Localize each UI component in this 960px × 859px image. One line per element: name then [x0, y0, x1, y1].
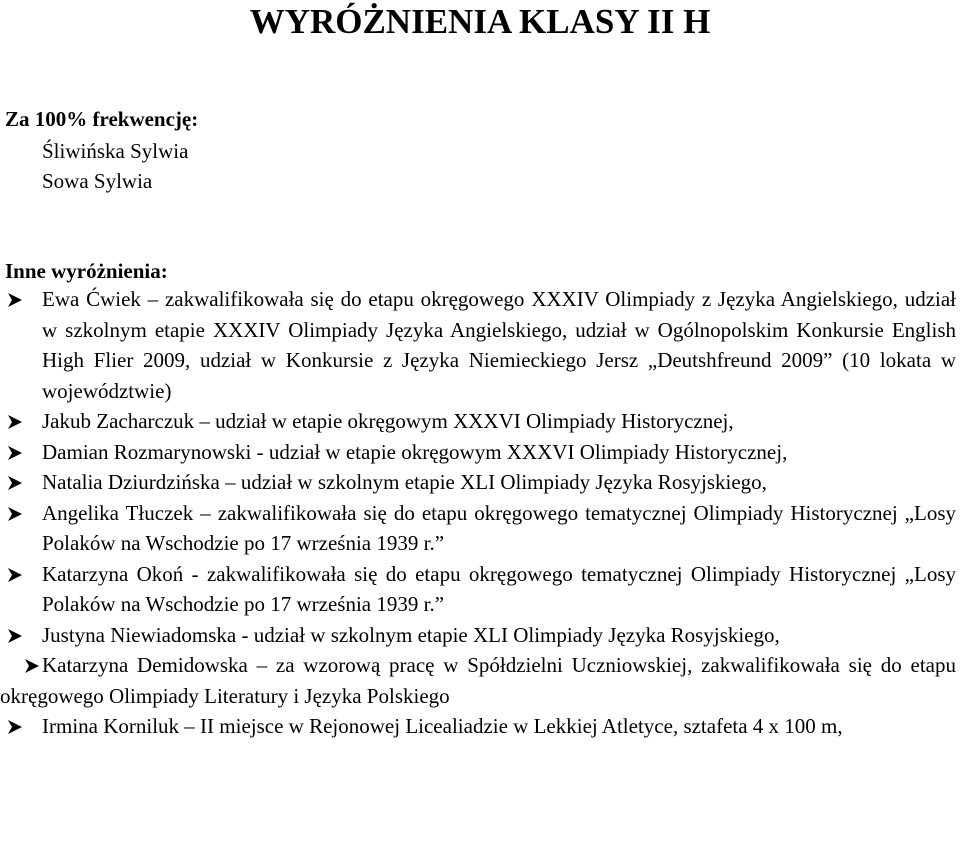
attendance-name: Śliwińska Sylwia [42, 139, 189, 163]
attendance-name: Sowa Sylwia [42, 169, 153, 193]
list-item [0, 406, 958, 437]
list-item-text: Natalia Dziurdzińska – udział w szkolnym etapie XLI Olimpiady Języka Rosyjskiego, [42, 470, 767, 494]
list-item [0, 498, 958, 559]
list-item-text: Damian Rozmarynowski - udział w etapie okręgowym XXXVI Olimpiady Historycznej, [42, 439, 788, 464]
attendance-heading: Za 100% frekwencję: [5, 107, 199, 131]
list-item-text: Irmina Korniluk – II miejsce w Rejonowej Licealiadzie w Lekkiej Atletyce, sztafeta 4 x 100 m, [42, 714, 843, 738]
list-item-text: Angelika Tłuczek – zakwalifikowała się do etapu okręgowego tematycznej Olimpiady Historycznej „Losy Polaków na Wschodzie po 17 września 1939 r.” [42, 500, 956, 555]
awards-list [0, 284, 958, 742]
arrowhead-bullet-icon [7, 506, 23, 522]
other-heading: Inne wyróżnienia: [5, 259, 168, 283]
list-item [0, 711, 958, 742]
list-item-text: Ewa Ćwiek – zakwalifikowała się do etapu okręgowego XXXIV Olimpiady z Języka Angielskiego, udział w szkolnym etapie XXXIV Olimpiady Języka Angielskiego, udział w Ogólnopolskim Konkursie English High Flier 2009, udział w Konkursie z Języka Niemieckiego Jersz „Deutshfreund 2009” (10 lokata w województwie) [42, 287, 956, 403]
arrowhead-bullet-icon [7, 567, 23, 583]
list-item [0, 467, 958, 498]
list-item-text: Justyna Niewiadomska - udział w szkolnym etapie XLI Olimpiady Języka Rosyjskiego, [42, 622, 780, 647]
list-item [0, 284, 958, 406]
list-item [0, 559, 958, 620]
arrowhead-bullet-icon [7, 292, 23, 308]
arrowhead-bullet-icon [7, 414, 23, 430]
arrowhead-bullet-icon [24, 658, 40, 674]
list-item [0, 437, 958, 468]
list-item [0, 620, 958, 651]
arrowhead-bullet-icon [7, 475, 23, 491]
list-item [0, 650, 958, 711]
list-item-text: Katarzyna Okoń - zakwalifikowała się do etapu okręgowego tematycznej Olimpiady Historycznej „Losy Polaków na Wschodzie po 17 września 1939 r.” [42, 561, 956, 616]
arrowhead-bullet-icon [7, 719, 23, 735]
arrowhead-bullet-icon [7, 628, 23, 644]
list-item-text: Jakub Zacharczuk – udział w etapie okręgowym XXXVI Olimpiady Historycznej, [42, 409, 734, 433]
page-title: WYRÓŻNIENIA KLASY II H [249, 2, 711, 41]
arrowhead-bullet-icon [7, 445, 23, 461]
list-item-text: Katarzyna Demidowska – za wzorową pracę w Spółdzielni Uczniowskiej, zakwalifikowała się do etapu okręgowego Olimpiady Literatury i Języka Polskiego [0, 653, 956, 708]
